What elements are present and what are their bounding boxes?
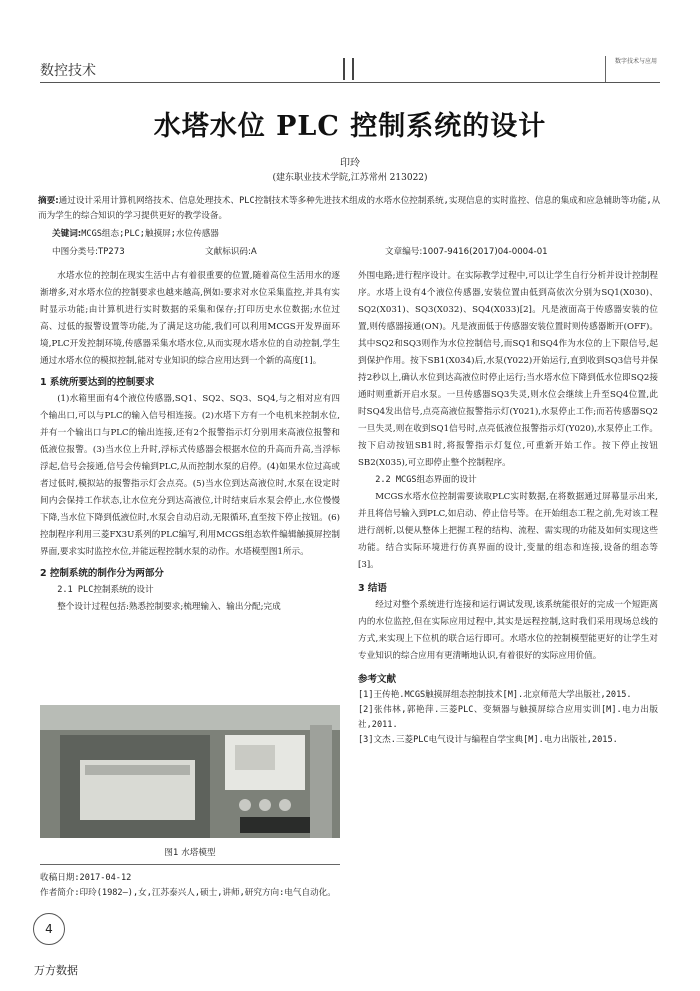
footnote-rule xyxy=(40,864,340,865)
author-affiliation: (建东职业技术学院,江苏常州 213022) xyxy=(272,173,428,183)
water-tower-model-photo xyxy=(40,705,340,838)
keywords xyxy=(52,227,219,239)
section-body: MCGS水塔水位控制需要读取PLC实时数据,在将数据通过屏幕显示出来,并且将信号输入到PLC,如启动、停止信号等。在开始组态工程之前,先对该工程进行剖析,以便从整体上把握工程的结构、流程、需实现的功能及如何实现这些功能。结合实际环境进行仿真界面的设计,变量的组态和连接,设备的组态等[3]。 xyxy=(358,492,658,570)
abstract xyxy=(38,194,663,224)
author-name: 印玲 xyxy=(340,158,360,169)
section-heading: 1 系统所要达到的控制要求 xyxy=(40,377,155,388)
watermark: 万方数据 xyxy=(34,964,78,977)
reference-item: [2]张伟林,郭艳萍.三菱PLC、变频器与触摸屏综合应用实训[M].电力出版社,2011. xyxy=(358,705,658,730)
abstract-text: 通过设计采用计算机网络技术、信息处理技术、PLC控制技术等多种先进技术组成的水塔水位控制系统,实现信息的实时监控、信息的集成和应急辅助等功能,从而为学生的综合知识的学习提供更好的教学设备。 xyxy=(38,196,661,221)
references-heading: 参考文献 xyxy=(358,674,397,685)
header-rule xyxy=(40,82,660,83)
keywords-text: MCGS组态;PLC;触摸屏;水位传感器 xyxy=(81,229,219,239)
page-number: 4 xyxy=(33,913,65,945)
section-heading: 2 控制系统的制作分为两部分 xyxy=(40,568,164,579)
clc-number: 中图分类号:TP273 xyxy=(52,247,125,257)
article-number: 文章编号:1007-9416(2017)04-0004-01 xyxy=(385,247,548,257)
document-code: 文献标识码:A xyxy=(205,247,257,257)
section-body: 整个设计过程包括:熟悉控制要求;梳理输入、输出分配;完成 xyxy=(57,602,281,612)
reference-item: [3]文杰.三菱PLC电气设计与编程自学宝典[M].电力出版社,2015. xyxy=(358,735,618,745)
section-body: (1)水箱里面有4个液位传感器,SQ1、SQ2、SQ3、SQ4,与之相对应有四个输出口,可以与PLC的输入信号相连接。(2)水塔下方有一个电机来控制水位,并有一个输出口与PLC的输出连接,还有2个报警指示灯分别用来高液位报警和低液位报警。(3)当水位上升时,浮标式传感器会根据水位的升高而升高,当浮标浮起,信号会接通,信号会传输到PLC,从而控制水泵的启停。(4)如果水位过高或者过低时,模拟站的报警指示灯会点亮。(5)当水位到达高液位时,水泵在设定时间内会保持工作状态,让水位充分到达高液位,计时结束后水泵会停止,水位慢慢下降,当水位下降到低液位时,水泵会自动启动,无限循环,直至按下停止按钮。(6)控制程序利用三菱FX3U系列的PLC编写,利用MCGS组态软件编辑触摸屏控制界面,要求实时监控水位,并能远程控制水泵的动作。水塔模型图1所示。 xyxy=(40,394,340,557)
author-bio: 作者简介:印玲(1982—),女,江苏泰兴人,硕士,讲师,研究方向:电气自动化。 xyxy=(40,888,336,898)
section-body: 经过对整个系统进行连接和运行调试发现,该系统能很好的完成一个短距离内的水位监控,但在实际应用过程中,其实是远程控制,这时我们采用现场总线的方式,来实现上下位机的联合运行即可。水塔水位的控制模型能更好的让学生对专业知识的综合应用有更清晰地认识,有着很好的实际应用价值。 xyxy=(358,600,658,661)
photo-illustration xyxy=(40,705,340,838)
section-body: 外围电路;进行程序设计。在实际教学过程中,可以让学生自行分析并设计控制程序。水塔上设有4个液位传感器,安装位置由低到高依次分别为SQ1(X030)、SQ2(X031)、SQ3(X032)、SQ4(X033)[2]。凡是液面高于传感器安装的位置,则传感器接通(ON)。凡是液面低于传感器安装位置时则传感器断开(OFF)。其中SQ2和SQ3则作为水位控制信号,而SQ1和SQ4作为水位的上下限信号,起到保护作用。按下SB1(X034)后,水泵(Y022)开始运行,直到收到SQ3信号并保持2秒以上,确认水位到达高液位时停止运行;当水塔水位下降到低水位即SQ2接通时则重新开启水泵。一旦传感器SQ3失灵,则水位会继续上升至SQ4位置,此时SQ4发出信号,点亮高液位报警指示灯(Y021),水泵停止工作;而若传感器SQ2一旦失灵,则在收到SQ1信号时,点亮低液位报警指示灯(Y020),水泵停止工作。按下启动按钮SB1时,将报警指示灯复位,可重新开始工作。按下停止按钮SB2(X035),可立即停止整个控制程序。 xyxy=(358,271,658,468)
section-heading: 3 结语 xyxy=(358,583,387,594)
article-title: 水塔水位 PLC 控制系统的设计 xyxy=(153,111,547,142)
journal-logo: 数字技术与应用 xyxy=(605,56,666,82)
abstract-label: 摘要: xyxy=(38,196,59,206)
received-date: 收稿日期:2017-04-12 xyxy=(40,873,132,883)
subsection-heading: 2.2 MCGS组态界面的设计 xyxy=(375,475,477,485)
figure-caption: 图1 水塔模型 xyxy=(164,848,216,858)
right-column xyxy=(358,268,658,748)
header-divider xyxy=(352,58,354,80)
intro-paragraph: 水塔水位的控制在现实生活中占有着很重要的位置,随着高位生活用水的逐渐增多,对水塔水位的控制要求也越来越高,例如:要求对水位采集监控,并具有实时显示功能;由计算机进行实时数据的采集和保存;打印历史水位数据;水位过高、过低的报警设置等功能,为了满足这功能,我们可以利用MCGS开发界面环境,PLC开发控制环境,传感器采集水塔水位,从而实现水塔水位的自动控制,学生通过水塔水位的模拟控制,能对专业知识的综合应用达到一个新的高度[1]。 xyxy=(40,271,340,366)
left-column xyxy=(40,268,340,616)
subsection-heading: 2.1 PLC控制系统的设计 xyxy=(57,585,154,595)
journal-section-tag: 数控技术 xyxy=(40,63,96,79)
keywords-label: 关键词: xyxy=(52,229,82,239)
reference-item: [1]王传艳.MCGS触摸屏组态控制技术[M].北京师范大学出版社,2015. xyxy=(358,690,632,700)
header-divider xyxy=(343,58,345,80)
